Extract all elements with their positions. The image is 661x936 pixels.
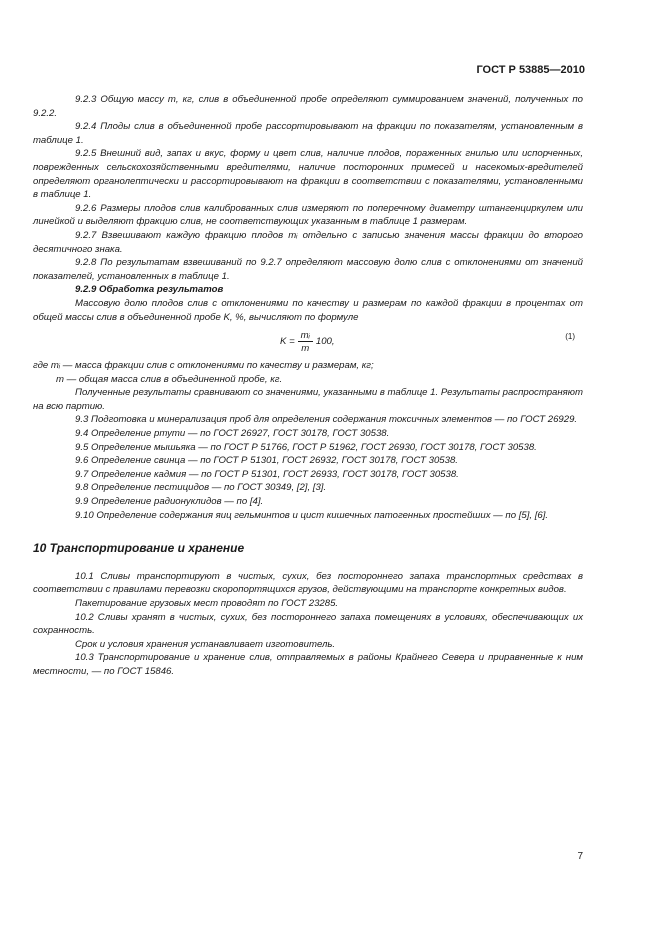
paragraph-9-2-9-title: 9.2.9 Обработка результатов	[75, 284, 224, 296]
paragraph-9-4: 9.4 Определение ртути — по ГОСТ 26927, ГОСТ 30178, ГОСТ 30538.	[75, 428, 390, 440]
paragraph-10-1: 10.1 Сливы транспортируют в чистых, сухих, без постороннего запаха транспортных средствах в соответствии с правилами перевозки скоропортящихся грузов, действующими на транспорте конкретных видов.	[33, 570, 583, 596]
paragraph-9-2-9: Массовую долю плодов слив с отклонениями по качеству и размерам по каждой фракции в процентах от общей массы слив в объединенной пробе K, %, вычисляют по формуле	[33, 297, 583, 323]
formula-fraction	[298, 330, 313, 354]
paragraph-9-2-5: 9.2.5 Внешний вид, запах и вкус, форму и цвет слив, наличие плодов, пораженных гнилью или испорченных, поврежденных сельскохозяйственными вредителями, наличие посторонних примесей и насекомых-вредителей определяют органолептически и рассортировывают на фракции в соответствии с показателями, установленными в таблице 1.	[33, 148, 583, 201]
paragraph-10-1-b: Пакетирование грузовых мест проводят по ГОСТ 23285.	[75, 598, 339, 609]
paragraph-9-6: 9.6 Определение свинца — по ГОСТ Р 51301, ГОСТ 26932, ГОСТ 30178, ГОСТ 30538.	[75, 455, 458, 467]
page-content	[33, 93, 583, 679]
formula-1	[33, 326, 583, 356]
formula-rhs: 100,	[315, 336, 335, 348]
formula-where-2: m — общая масса слив в объединенной пробе, кг.	[56, 373, 283, 385]
paragraph-9-10: 9.10 Определение содержания яиц гельминтов и цист кишечных патогенных простейших — по [5], [6].	[75, 509, 549, 521]
paragraph-results: Полученные результаты сравнивают со значениями, указанными в таблице 1. Результаты распространяют на всю партию.	[33, 387, 583, 412]
paragraph-9-9: 9.9 Определение радионуклидов — по [4].	[75, 496, 264, 508]
document-header: ГОСТ Р 53885—2010	[476, 64, 585, 76]
page-number: 7	[577, 851, 583, 862]
formula-where-1: где mᵢ — масса фракции слив с отклонениями по качеству и размерам, кг;	[33, 360, 374, 372]
paragraph-9-7: 9.7 Определение кадмия — по ГОСТ Р 51301, ГОСТ 26933, ГОСТ 30178, ГОСТ 30538.	[75, 468, 459, 480]
paragraph-10-2-b: Срок и условия хранения устанавливает изготовитель.	[75, 638, 336, 650]
paragraph-9-2-6: 9.2.6 Размеры плодов слив калиброванных слив измеряют по поперечному диаметру штангенциркулем или линейкой и выделяют фракцию слив, не соответствующих указанным в таблице 1 размерам.	[33, 202, 583, 228]
paragraph-9-2-8: 9.2.8 По результатам взвешиваний по 9.2.7 определяют массовую долю слив с отклонениями от значений показателей, установленных в таблице 1.	[33, 257, 583, 282]
formula-numerator: mᵢ	[298, 330, 313, 342]
paragraph-9-2-7: 9.2.7 Взвешивают каждую фракцию плодов mᵢ отдельно с записью значения массы фракции до второго десятичного знака.	[33, 229, 583, 255]
paragraph-9-8: 9.8 Определение пестицидов — по ГОСТ 30349, [2], [3].	[75, 482, 327, 494]
paragraph-9-2-4: 9.2.4 Плоды слив в объединенной пробе рассортировывают на фракции по показателям, установленным в таблице 1.	[33, 121, 583, 146]
formula-number: (1)	[565, 332, 575, 342]
paragraph-9-3: 9.3 Подготовка и минерализация проб для определения содержания токсичных элементов — по ГОСТ 26929.	[75, 414, 578, 426]
formula-body	[280, 330, 335, 354]
formula-denominator: m	[301, 343, 310, 355]
paragraph-9-2-3: 9.2.3 Общую массу m, кг, слив в объединенной пробе определяют суммированием значений, полученных по 9.2.2.	[33, 94, 583, 119]
section-10-title: 10 Транспортирование и хранение	[33, 541, 245, 556]
paragraph-9-5: 9.5 Определение мышьяка — по ГОСТ Р 51766, ГОСТ Р 51962, ГОСТ 26930, ГОСТ 30178, ГОСТ 30538.	[75, 441, 537, 453]
paragraph-10-2: 10.2 Сливы хранят в чистых, сухих, без постороннего запаха помещениях в условиях, обеспечивающих их сохранность.	[33, 611, 583, 637]
formula-lhs: K =	[280, 336, 295, 348]
paragraph-10-3: 10.3 Транспортирование и хранение слив, отправляемых в районы Крайнего Севера и приравненные к ним местности, — по ГОСТ 15846.	[33, 652, 583, 677]
